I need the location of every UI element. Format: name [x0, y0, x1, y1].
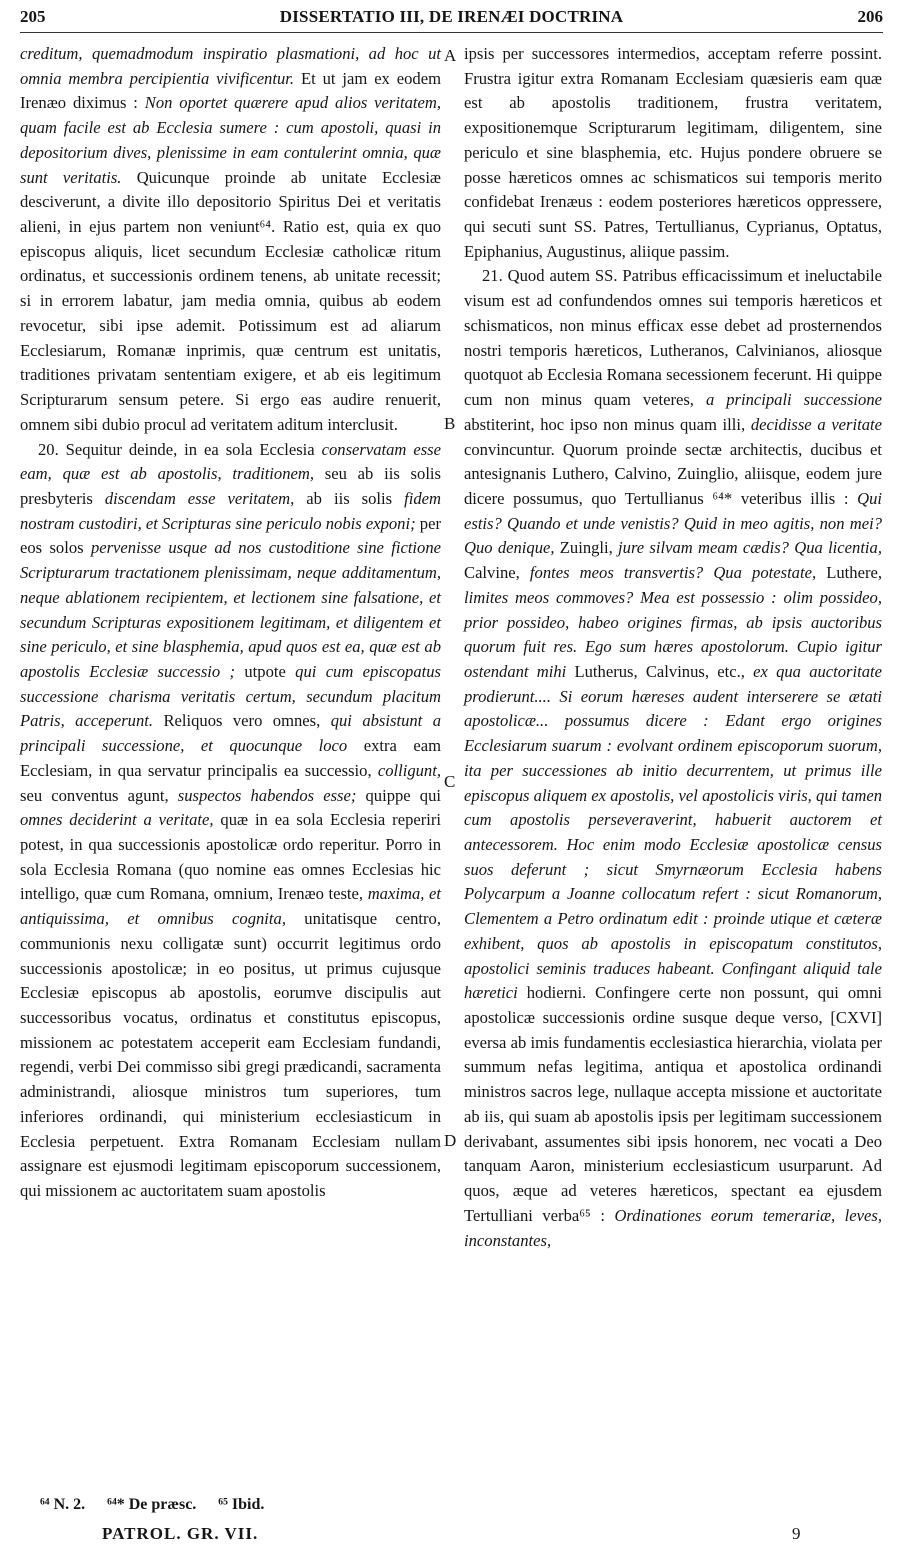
- paragraph-20-continued: [464, 42, 882, 264]
- text-run: quæ in ea sola Ecclesia reperiri potest, in qua successionis apostolicæ ordo reperitur. Porro in sola Ecclesia Romana (quo nomine eas omnes Ecclesias hic intelligo, quæ cum Romana, omnium, Irenæo teste,: [20, 810, 441, 904]
- text-run: unitatisque centro, communionis nexu colligatæ sunt) occurrit legitimus ordo successionis apostolicæ; in eo positus, ut primus cujusque Ecclesiæ episcopus ab apostolis, eorumve discipulis aut successoribus vocatus, ordinatus et constitutus episcopus, missionem ac potestatem acceperit eam Ecclesiam fundandi, regendi, verbi Dei commisso sibi gregi prædicandi, sacramenta administrandi, aliosque ministros tum superiores, tum inferiores ordinandi, qui ministerium ecclesiasticum in Ecclesia perpetuent. Extra Romanam Ecclesiam nullam assignare est ejusmodi legitimam episcoporum successionem, qui missionem ac auctoritatem suam apostolis: [20, 909, 441, 1201]
- sheet-number: 9: [792, 1524, 801, 1543]
- text-run: Quicunque proinde ab unitate Ecclesiæ desciverunt, a divite illo depositorio Spiritus Dei et veritatis alieni, in ejus partem non veniunt⁶⁴. Ratio est, quia ex quo episcopus aliquis, licet secundum Ecclesiæ catholicæ ritum ordinatus, et successionis ordinem tenens, ab unitate recessit; si in errorem labatur, jam media omnia, quibus ab eodem revocetur, sibi ipse ademit. Potissimum est ad aliarum Ecclesiarum, Romanæ inprimis, quæ centrum est unitatis, traditiones privatam sententiam exigere, et ab eis legitimum Scripturarum sensum petere. Si ergo eas audire renuerit, omnem sibi dubio procul ad veritatem aditum interclusit.: [20, 167, 441, 434]
- italic-run: qui absistunt a principali successione, et quocunque loco: [20, 711, 441, 756]
- italic-run: conservatam esse eam, quæ est ab apostolis, traditionem,: [20, 439, 441, 484]
- italic-run: maxima, et antiquissima, et omnibus cognita,: [20, 884, 441, 929]
- italic-run: fidem nostram custodiri, et Scripturas sine periculo nobis exponi;: [20, 488, 441, 533]
- italic-run: suspectos habendos esse;: [177, 785, 357, 805]
- margin-letter-b: B: [444, 414, 456, 433]
- italic-run: pervenisse usque ad nos custoditione sine fictione Scripturarum tractationem plenissimam, neque additamentum, neque ablationem recipientem, et lectionem sine falsatione, et secundum Scripturas expositionem legitimam, et diligentem et sine periculo, et sine blasphemia, apud quos est ea, quæ est ab apostolis Ecclesiæ successio ;: [20, 538, 441, 681]
- text-run: hodierni. Confingere certe non possunt, qui omni apostolicæ successionis ordine susque deque verso, [CXVI] eversa ab imis fundamentis ecclesiastica hierarchia, violata per summum nefas legitima, antiqua et apostolica ordinandi ministros sacros lege, nullaque accepta missione et auctoritate ab iis, qui suam ab apostolis ipsis per legitimam successionem derivabant, assumentes sibi ipsis honorem, nec vocati a Deo tanquam Aaron, ministerium ecclesiasticum usurparunt. Ad quos, æque ad veteres hæreticos, spectant ea ejusdem Tertulliani verba⁶⁵ :: [464, 983, 882, 1225]
- running-title: DISSERTATIO III, DE IRENÆI DOCTRINA: [279, 7, 624, 26]
- text-run: ab iis solis: [294, 488, 405, 508]
- page-number-left: 205: [20, 7, 46, 26]
- text-run: utpote: [235, 661, 296, 681]
- footnote-64: ⁶⁴ N. 2.: [40, 1496, 86, 1513]
- paragraph-21: [464, 264, 882, 1253]
- italic-run: Ordinationes eorum temerariæ, leves, inconstantes,: [464, 1205, 882, 1250]
- text-run: seu conventus agunt,: [20, 785, 178, 805]
- margin-letter-d: D: [444, 1131, 457, 1150]
- text-run: Calvine,: [464, 563, 530, 583]
- text-run: convincuntur. Quorum proinde sectæ architectis, ducibus et antesignanis Luthero, Calvino, Zuinglio, aliisque, eodem jure dicere possumus, quo Tertullianus ⁶⁴* veteribus illis :: [464, 439, 882, 508]
- printer-signature: PATROL. GR. VII.: [102, 1524, 259, 1543]
- text-run: 21. Quod autem SS. Patribus efficacissimum et ineluctabile visum est ad confundendos omnes sui temporis hæreticos et schismaticos, non minus efficax esse debet ad prosternendos nostri temporis hæreticos, Lutheranos, Calvinianos, aliosque quotquot ab Ecclesia Romana secessionem fecerunt. Hi quippe cum non minus quam veteres,: [464, 266, 882, 410]
- text-run: extra eam Ecclesiam, in qua servatur principalis ea successio,: [20, 736, 441, 780]
- text-run: [789, 637, 797, 656]
- paragraph-19-continued: [20, 42, 441, 438]
- italic-run: a principali successione: [705, 390, 882, 410]
- left-column: [20, 42, 441, 1204]
- italic-run: limites meos commoves? Mea est possessio : olim possideo, prior possideo, habeo origines firmas, ab ipsis auctoribus quorum fuit res. Ego sum hæres apostolorum.: [464, 587, 882, 657]
- italic-run: decidisse a veritate: [750, 414, 882, 434]
- page-number-right: 206: [857, 7, 883, 26]
- italic-run: qui cum episcopatus successione charisma veritatis certum, secundum placitum Patris, acceperunt.: [20, 661, 441, 731]
- text-run: abstiterint, hoc ipso non minus quam illi,: [464, 414, 751, 434]
- italic-run: creditum, quemadmodum inspiratio plasmationi, ad hoc ut omnia membra percipientia vivificentur.: [20, 44, 441, 88]
- footnotes: [40, 1496, 282, 1514]
- text-run: 20. Sequitur deinde, in ea sola Ecclesia: [38, 439, 322, 459]
- text-run: Lutherus, Calvinus, etc.,: [566, 661, 754, 681]
- text-run: per eos solos: [20, 513, 441, 558]
- footnote-65: ⁶⁵ Ibid.: [218, 1496, 265, 1513]
- text-run: Et ut jam ex eodem Irenæo diximus :: [20, 68, 441, 113]
- text-run: Zuingli,: [554, 538, 619, 558]
- italic-run: Qui estis? Quando et unde venistis? Quid in meo agitis, non mei? Quo denique,: [464, 488, 882, 558]
- italic-run: fontes meos transvertis? Qua potestate,: [529, 563, 817, 583]
- italic-run: ex qua auctoritate prodierunt.... Si eorum hæreses audent interserere se ætati apostolicæ... possumus dicere : Edant ergo origines Ecclesiarum suarum : evolvant ordinem episcoporum suorum, ita per successiones ab initio decurrentem, ut primus ille episcopus aliquem ex apostolis, vel apostolicis viris, qui tamen cum apostolis perseveraverint, habuerit auctorem et antecessorem. Hoc enim modo Ecclesiæ apostolicæ census suos deferunt ; sicut Smyrnæorum Ecclesia habens Polycarpum a Joanne collocatum refert : sicut Romanorum, Clementem a Petro ordinatum edit : proinde utique et cæteræ exhibent, quos ab apostolis in episcopatum constitutos, apostolici seminis traduces habeant. Confingant aliquid tale hæretici: [464, 661, 883, 1003]
- margin-letter-c: C: [444, 772, 456, 791]
- italic-run: Cupio igitur ostendant mihi: [464, 637, 882, 681]
- footnote-64-star: ⁶⁴* De præsc.: [107, 1496, 197, 1513]
- text-run: seu ab iis solis presbyteris: [20, 464, 441, 508]
- margin-letter-a: A: [444, 46, 457, 65]
- right-column: [464, 42, 882, 1253]
- italic-run: omnes deciderint a veritate,: [20, 810, 214, 830]
- text-run: Reliquos vero omnes,: [153, 711, 331, 731]
- text-run: quippe qui: [356, 785, 441, 805]
- italic-run: colligunt,: [377, 760, 441, 780]
- italic-run: Non oportet quærere apud alios veritatem, quam facile est ab Ecclesia sumere : cum apostoli, quasi in depositorium dives, plenissime in eam contulerint omnia, quæ sunt veritatis.: [20, 93, 441, 187]
- text-run: Luthere,: [816, 563, 882, 583]
- header-rule: [20, 32, 883, 33]
- text-run: ipsis per successores intermedios, acceptam referre possint. Frustra igitur extra Romanam Ecclesiam quæsieris eam quæ est ab apostolis traditionem, frustra veritatem, expositionemque Scripturarum legitimam, diligentem, sine periculo et sine blasphemia, etc. Hujus pondere obruere se posse hæreticos omnes ac schismaticos sui temporis merito confidebat Irenæus : eodem posteriores hæreticos oppressere, qui secuti sunt SS. Patres, Tertullianus, Cyprianus, Optatus, Epiphanius, Augustinus, aliique passim.: [464, 44, 882, 261]
- paragraph-20: [20, 438, 441, 1204]
- italic-run: jure silvam meam cædis? Qua licentia,: [618, 538, 882, 558]
- italic-run: discendam esse veritatem,: [104, 488, 295, 508]
